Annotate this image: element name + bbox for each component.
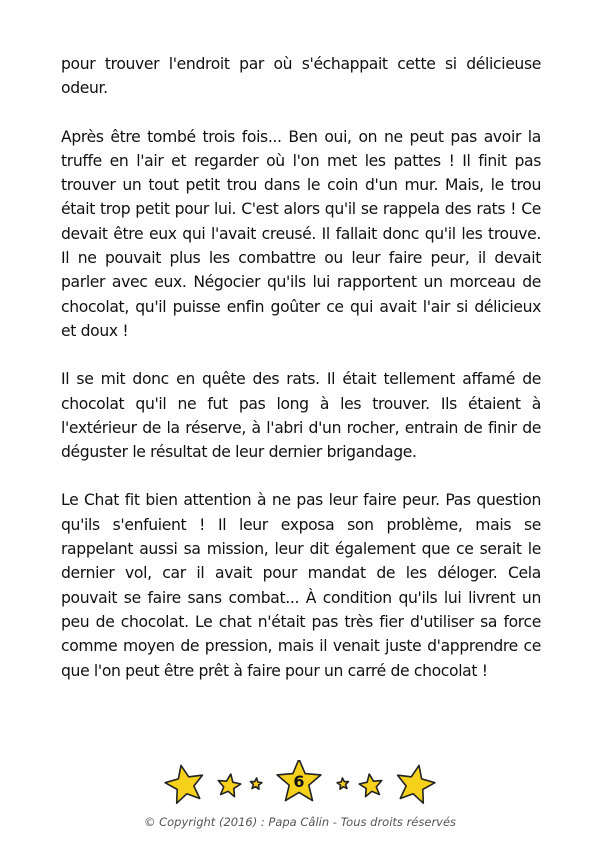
story-text xyxy=(61,52,541,707)
star-icon xyxy=(359,774,382,797)
star-icon xyxy=(337,778,348,789)
star-icon xyxy=(218,774,241,797)
star-icon xyxy=(251,778,262,789)
paragraph: Le Chat fit bien attention à ne pas leur faire peur. Pas question qu'ils s'enfuient ! Il leur exposa son problème, mais se rappelant aussi sa mission, leur dit également que ce serait le dernier vol, car il avait pour mandat de les déloger. Cela pouvait se faire sans combat... À condition qu'ils lui livrent un peu de chocolat. Le chat n'était pas très fier d'utiliser sa force comme moyen de pression, mais il venait juste d'apprendre ce que l'on peut être prêt à faire pour un carré de chocolat ! xyxy=(61,491,541,680)
paragraph: Il se mit donc en quête des rats. Il était tellement affamé de chocolat qu'il ne fut pas long à les trouver. Ils étaient à l'extérieur de la réserve, à l'abri d'un rocher, entrain de finir de déguster le résultat de leur dernier brigandage. xyxy=(61,370,541,462)
paragraph: pour trouver l'endroit par où s'échappait cette si délicieuse odeur. xyxy=(61,55,541,98)
page-number: 6 xyxy=(293,772,305,791)
star-icon xyxy=(398,765,435,803)
footer-stars xyxy=(0,760,600,810)
paragraph: Après être tombé trois fois... Ben oui, on ne peut pas avoir la truffe en l'air et regarder où l'on met les pattes ! Il finit pas trouver un tout petit trou dans le coin d'un mur. Mais, le trou était trop petit pour lui. C'est alors qu'il se rappela des rats ! Ce devait être eux qui l'avait creusé. Il fallait donc qu'il les trouve. Il ne pouvait plus les combattre ou leur faire peur, il devait parler avec eux. Négocier qu'ils lui rapportent un morceau de chocolat, qu'il puisse enfin goûter ce qui avait l'air si délicieux et doux ! xyxy=(61,127,541,340)
star-icon xyxy=(165,765,202,803)
copyright-notice: © Copyright (2016) : Papa Câlin - Tous droits réservés xyxy=(143,815,457,829)
